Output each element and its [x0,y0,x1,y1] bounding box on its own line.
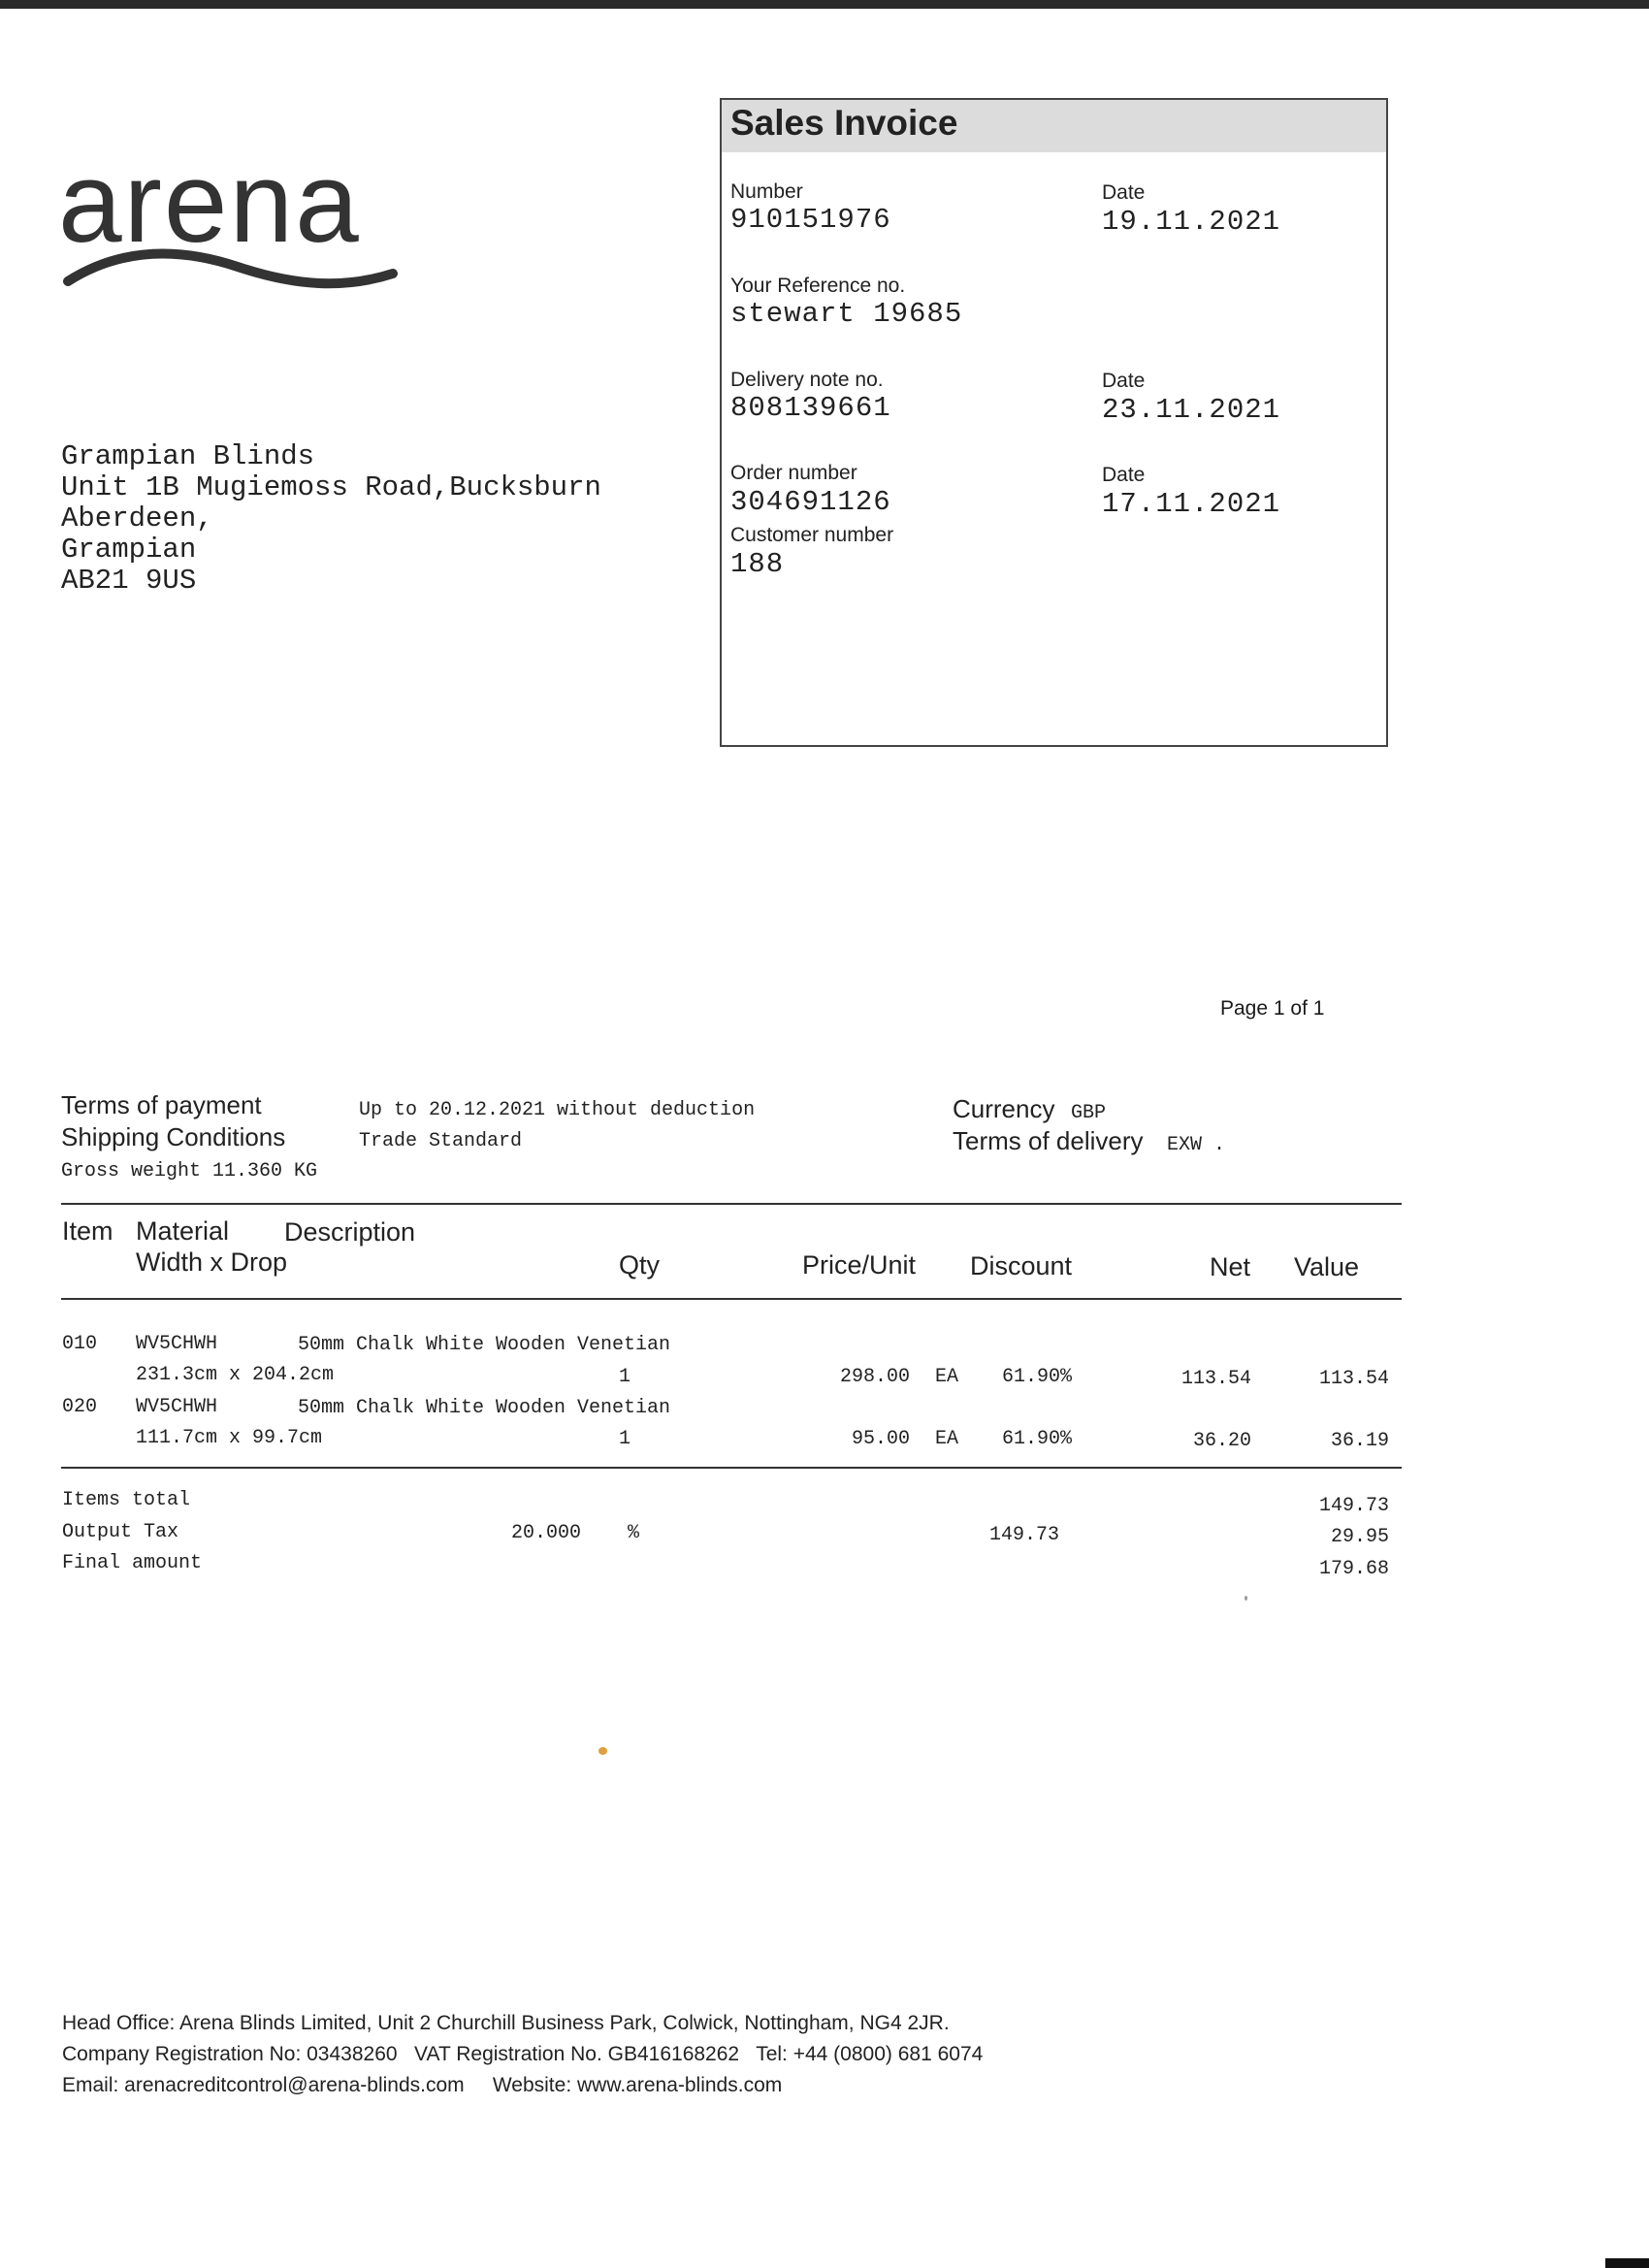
col-header-width-drop: Width x Drop [136,1247,288,1277]
customer-number-label: Customer number [730,524,894,546]
terms-of-delivery-label: Terms of delivery [953,1126,1144,1155]
col-header-price-unit: Price/Unit [802,1250,917,1280]
invoice-date: 19.11.2021 [1102,206,1281,238]
divider-rule [61,1467,1402,1469]
order-date-label: Date [1102,464,1146,486]
row-material: WV5CHWH [136,1333,218,1355]
invoice-title: Sales Invoice [730,103,958,143]
divider-rule [61,1203,1402,1205]
items-total-value: 149.73 [1318,1495,1389,1517]
your-reference: stewart 19685 [730,298,963,330]
row-size: 111.7cm x 99.7cm [136,1427,323,1449]
tax-percent-sign: % [628,1522,640,1544]
tax-amount: 29.95 [1330,1526,1389,1548]
col-header-net: Net [1210,1252,1251,1281]
shipping-conditions-value: Trade Standard [359,1130,523,1152]
row-size: 231.3cm x 204.2cm [136,1364,335,1386]
footer-line: Email: arenacreditcontrol@arena-blinds.com Website: www.arena-blinds.com [62,2074,783,2096]
row-net: 113.54 [1180,1368,1251,1390]
row-unit: EA [935,1366,959,1388]
row-value: 113.54 [1318,1368,1389,1390]
address-line: Grampian Blinds [61,440,315,472]
col-header-value: Value [1294,1252,1360,1281]
page-number: Page 1 of 1 [1220,997,1325,1020]
row-item: 010 [62,1333,98,1355]
terms-of-payment-label: Terms of payment [61,1090,262,1119]
shipping-conditions-label: Shipping Conditions [61,1122,286,1151]
row-material: WV5CHWH [136,1396,218,1418]
invoice-number: 910151976 [730,204,891,236]
your-reference-label: Your Reference no. [730,275,906,297]
tax-rate: 20.000 [511,1522,582,1544]
order-date: 17.11.2021 [1102,488,1281,520]
output-tax-label: Output Tax [62,1521,179,1543]
order-number-label: Order number [730,462,857,484]
footer-line: Company Registration No: 03438260 VAT Registration No. GB416168262 Tel: +44 (0800) 681 6074 [62,2043,984,2065]
logo-wordmark: arena [58,139,361,267]
row-discount: 61.90% [1002,1428,1073,1450]
customer-number: 188 [730,548,785,580]
col-header-qty: Qty [619,1250,661,1280]
row-qty: 1 [619,1428,631,1450]
address-line: Unit 1B Mugiemoss Road,Bucksburn [61,471,601,503]
scan-speck [1245,1596,1247,1601]
final-amount-value: 179.68 [1318,1558,1389,1580]
tax-base: 149.73 [989,1524,1060,1546]
footer-line: Head Office: Arena Blinds Limited, Unit 2 Churchill Business Park, Colwick, Nottingham, NG4 2JR. [62,2012,950,2034]
row-description: 50mm Chalk White Wooden Venetian [298,1334,671,1356]
invoice-date-label: Date [1102,181,1146,204]
row-value: 36.19 [1330,1430,1389,1452]
row-item: 020 [62,1396,98,1418]
delivery-date: 23.11.2021 [1102,394,1281,426]
items-total-label: Items total [62,1489,191,1511]
company-footer [62,2008,983,2101]
logo-swoosh [63,243,403,301]
row-net: 36.20 [1192,1430,1251,1452]
gross-weight: Gross weight 11.360 KG [61,1160,318,1183]
row-unit: EA [935,1428,959,1450]
address-line: AB21 9US [61,565,197,597]
currency-value: GBP [1071,1102,1107,1124]
scan-speck [598,1747,607,1755]
delivery-note-label: Delivery note no. [730,369,884,391]
scan-bottom-mark [1605,2258,1649,2268]
row-qty: 1 [619,1366,631,1388]
address-line: Grampian [61,534,197,566]
divider-rule [61,1298,1402,1300]
row-discount: 61.90% [1002,1366,1073,1388]
delivery-date-label: Date [1102,370,1146,392]
col-header-description: Description [284,1217,416,1247]
number-label: Number [730,180,803,203]
delivery-note-number: 808139661 [730,392,891,424]
sales-invoice-box [720,98,1388,747]
col-header-item: Item [62,1216,113,1246]
row-description: 50mm Chalk White Wooden Venetian [298,1397,671,1419]
customer-address [61,441,601,597]
order-number: 304691126 [730,486,891,518]
row-price: 298.00 [839,1366,910,1388]
row-price: 95.00 [851,1428,910,1450]
col-header-material: Material [136,1216,230,1246]
terms-of-delivery-value: EXW . [1167,1134,1226,1156]
col-header-discount: Discount [970,1251,1073,1280]
address-line: Aberdeen, [61,502,213,535]
final-amount-label: Final amount [62,1552,203,1574]
invoice-header-bar [722,100,1386,152]
currency-label: Currency [953,1094,1055,1123]
terms-of-payment-value: Up to 20.12.2021 without deduction [359,1099,756,1121]
arena-logo [58,139,398,301]
scan-top-edge [0,0,1649,9]
